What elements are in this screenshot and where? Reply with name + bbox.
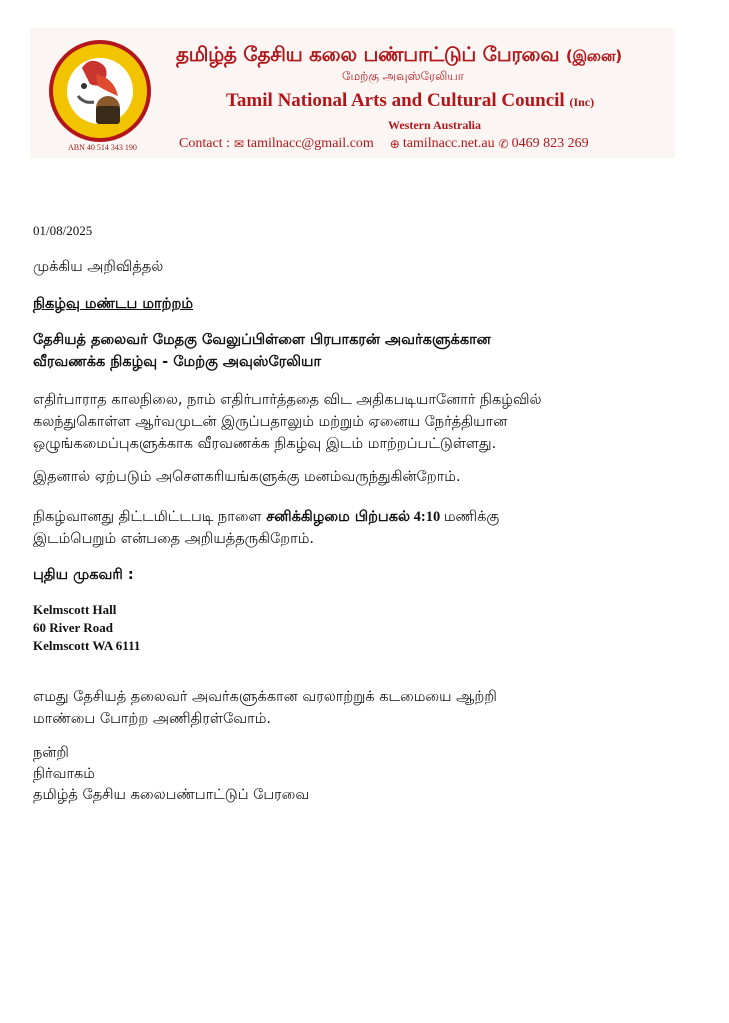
closing-line: மாண்பை போற்ற அணிதிரள்வோம். bbox=[33, 711, 271, 727]
phone-icon: ✆ bbox=[498, 136, 509, 151]
event-time: 4:10 bbox=[410, 509, 444, 525]
contact-line bbox=[179, 136, 589, 152]
email-link[interactable]: tamilnacc@gmail.com bbox=[247, 136, 374, 151]
council-seal-icon bbox=[38, 38, 162, 144]
website-link[interactable]: tamilnacc.net.au bbox=[402, 136, 495, 151]
event-title-line: வீரவணக்க நிகழ்வு - மேற்கு அவுஸ்ரேலியா bbox=[33, 354, 322, 370]
body-paragraph-1 bbox=[33, 389, 673, 455]
signoff bbox=[33, 743, 309, 806]
body-text: நிகழ்வானது திட்டமிட்டபடி நாளை bbox=[33, 509, 267, 525]
address-line: 60 River Road bbox=[33, 620, 113, 635]
letter-date: 01/08/2025 bbox=[33, 223, 93, 238]
org-name-english-text: Tamil National Arts and Cultural Council bbox=[226, 90, 565, 111]
signoff-line: தமிழ்த் தேசிய கலைபண்பாட்டுப் பேரவை bbox=[33, 787, 310, 803]
event-title-line: தேசியத் தலைவர் மேதகு வேலுப்பிள்ளை பிரபாகரன் அவர்களுக்கான bbox=[33, 332, 491, 348]
org-name-english bbox=[226, 90, 594, 112]
letterhead bbox=[30, 28, 675, 158]
body-paragraph-2: இதனால் ஏற்படும் அசௌகரியங்களுக்கு மனம்வருந்துகின்றோம். bbox=[33, 469, 461, 485]
phone-number[interactable]: 0469 823 269 bbox=[511, 136, 589, 151]
body-line: இடம்பெறும் என்பதை அறியத்தருகிறோம். bbox=[33, 531, 314, 547]
org-inc-tamil: (இனை) bbox=[565, 47, 622, 65]
new-address bbox=[33, 601, 140, 655]
region-english: Western Australia bbox=[388, 118, 481, 132]
contact-label: Contact : bbox=[179, 136, 230, 151]
body-paragraph-3 bbox=[33, 506, 673, 550]
address-heading: புதிய முகவரி : bbox=[33, 567, 134, 583]
signoff-line: நிர்வாகம் bbox=[33, 766, 95, 782]
signoff-line: நன்றி bbox=[33, 745, 69, 761]
region-tamil: மேற்கு அவுஸ்ரேலியா bbox=[342, 69, 464, 83]
event-day: சனிக்கிழமை பிற்பகல் bbox=[266, 509, 411, 525]
abn-number: ABN 40 514 343 190 bbox=[68, 143, 137, 152]
closing-line: எமது தேசியத் தலைவர் அவர்களுக்கான வரலாற்றுக் கடமையை ஆற்றி bbox=[33, 689, 497, 705]
body-line bbox=[33, 506, 673, 528]
web-icon: ⊕ bbox=[389, 136, 400, 151]
org-name-tamil-text: தமிழ்த் தேசிய கலை பண்பாட்டுப் பேரவை bbox=[176, 42, 560, 66]
closing-paragraph bbox=[33, 686, 673, 730]
body-line: கலந்துகொள்ள ஆர்வமுடன் இருப்பதாலும் மற்றும் ஏனைய நேர்த்தியான bbox=[33, 414, 508, 430]
body-line: எதிர்பாராத காலநிலை, நாம் எதிர்பார்த்ததை விட அதிகபடியானோர் நிகழ்வில் bbox=[33, 392, 542, 408]
org-inc-english: (Inc) bbox=[569, 95, 595, 109]
address-line: Kelmscott Hall bbox=[33, 602, 117, 617]
email-icon: ✉ bbox=[233, 136, 244, 151]
body-line: ஒழுங்கமைப்புகளுக்காக வீரவணக்க நிகழ்வு இடம் மாற்றப்பட்டுள்ளது. bbox=[33, 436, 497, 452]
venue-change-heading: நிகழ்வு மண்டப மாற்றம் bbox=[33, 296, 194, 312]
event-title bbox=[33, 329, 673, 373]
body-text: மணிக்கு bbox=[443, 509, 500, 525]
council-logo bbox=[38, 38, 162, 144]
notice-heading: முக்கிய அறிவித்தல் bbox=[33, 259, 164, 275]
address-line: Kelmscott WA 6111 bbox=[33, 638, 141, 653]
org-name-tamil bbox=[176, 42, 666, 69]
